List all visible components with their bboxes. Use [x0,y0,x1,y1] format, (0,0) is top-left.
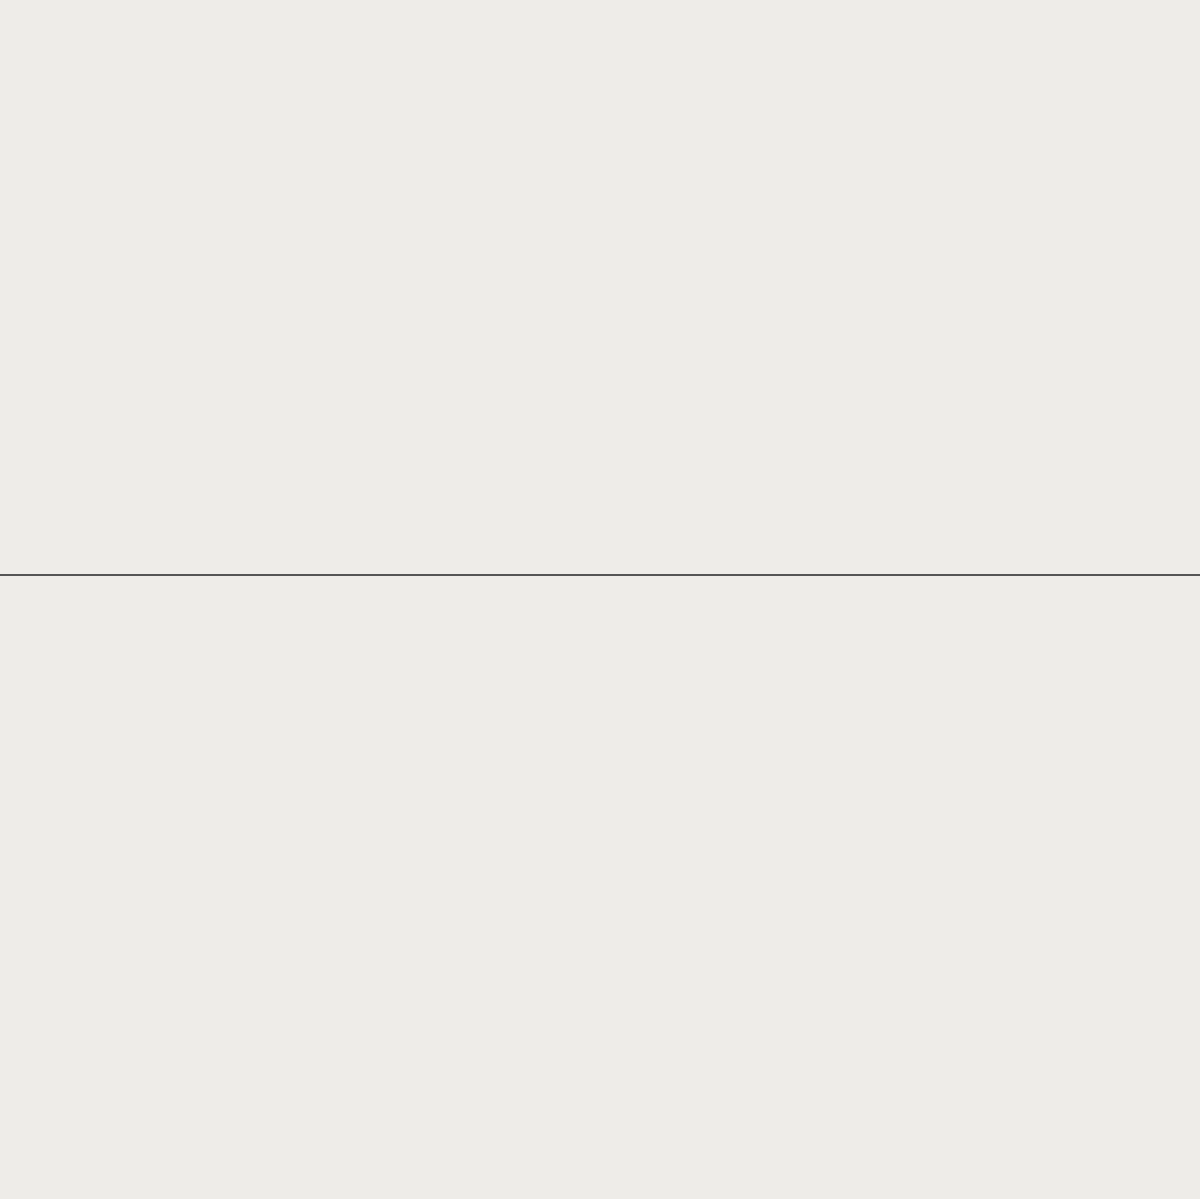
top-half [0,14,1200,569]
section-divider [0,574,1200,576]
bottom-half [0,590,1200,1160]
